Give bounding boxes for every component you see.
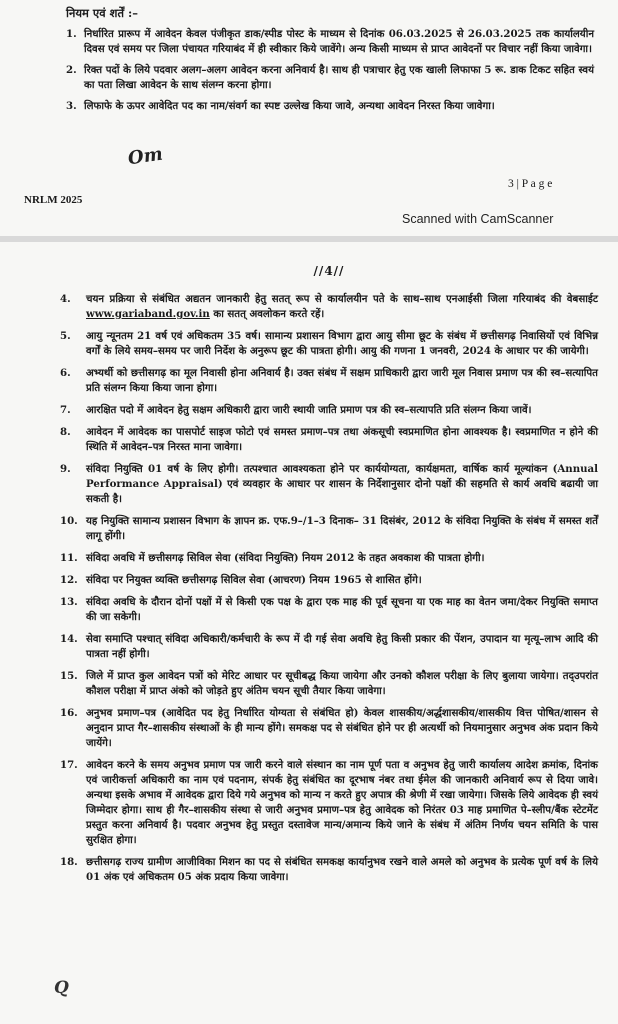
rule-number: 14. [60,633,78,645]
rule-number: 1. [66,28,77,40]
scanner-watermark: Scanned with CamScanner [402,212,554,226]
rule-item [60,425,598,455]
website-link[interactable]: www.gariaband.gov.in [86,308,210,320]
rule-text: आवेदन में आवेदक का पासपोर्ट साइज फोटो एवं समस्त प्रमाण–पत्र तथा अंकसूची स्वप्रमाणित होना आवश्यक है। स्वप्रमाणित न होने की स्थिति में आवेदन–पत्र निरस्त माना जावेगा। [86,426,598,453]
rule-text: निर्धारित प्रारूप में आवेदन केवल पंजीकृत डाक/स्पीड पोस्ट के माध्यम से दिनांक 06.03.2025 से 26.03.2025 तक कार्यालयीन दिवस एवं समय पर जिला पंचायत गरियाबंद में ही स्वीकार किये जावेंगे। अन्य किसी माध्यम से प्राप्त आवेदनों पर विचार नहीं किया जावेगा। [84,28,594,55]
rule-number: 13. [60,596,78,608]
rule-text: का सतत् अवलोकन करते रहें। [209,308,325,320]
rule-text: आरक्षित पदो में आवेदन हेतु सक्षम अधिकारी द्वारा जारी स्थायी जाति प्रमाण पत्र की स्व–सत्यापति प्रति संलग्न किया जावें। [86,404,532,416]
rule-item [60,366,598,396]
rule-item [66,27,594,57]
footer-label: NRLM 2025 [24,194,83,206]
rule-item [60,551,598,566]
rule-item [60,706,598,751]
handwritten-initials: Q [54,978,69,998]
rule-number: 15. [60,670,78,682]
rule-item [60,292,598,322]
rule-text: सेवा समाप्ति पश्चात् संविदा अधिकारी/कर्मचारी के रूप में दी गई सेवा अवधि हेतु किसी प्रकार की पेंशन, उपादान या मृत्यू–लाभ आदि की पात्रता नहीं होगी। [86,633,598,660]
rule-text: चयन प्रक्रिया से संबंधित अद्यतन जानकारी हेतु सतत् रूप से कार्यालयीन पते के साथ–साथ एनआईसी जिला गरियाबंद की वेबसाईट [86,293,598,305]
rules-list-page-4 [60,292,598,885]
rule-text: लिफाफे के ऊपर आवेदित पद का नाम/संवर्ग का स्पष्ट उल्लेख किया जावे, अन्यथा आवेदन निरस्त किया जावेगा। [84,100,495,112]
rule-item [60,595,598,625]
rule-number: 5. [60,330,71,342]
rule-text: संविदा अवधि के दौरान दोनों पक्षों में से किसी एक पक्ष के द्वारा एक माह की पूर्व सूचना या एक माह का वेतन जमा/देकर नियुक्ति समाप्त की जा सकेगी। [86,596,598,623]
rule-text: संविदा अवधि में छत्तीसगढ़ सिविल सेवा (संविदा नियुक्ति) नियम 2012 के तहत अवकाश की पात्रता होगी। [86,552,485,564]
rule-number: 7. [60,404,71,416]
rule-item [60,632,598,662]
page-header: //4// [313,264,345,278]
rule-item [60,855,598,885]
rule-number: 18. [60,856,78,868]
rule-number: 9. [60,463,71,475]
page-number: 3 | P a g e [508,178,553,190]
rule-text: आवेदन करने के समय अनुभव प्रमाण पत्र जारी करने वाले संस्थान का नाम पूर्ण पता व अनुभव हेतु जारी कार्यालय आदेश क्रमांक, दिनांक एवं जारीकर्त्ता अधिकारी का नाम एवं पदनाम, संपर्क हेतु संबंधित का दूरभाष नंबर तथा ईमेल की जानकारी अनिवार्य रूप से दिया जावे। अन्यथा इसके अभाव में आवेदक द्वारा दिये गये अनुभव को मान्य न करते हुए अपात्र की श्रेणी में रखा जायेगा। जिसके लिये आवेदक ही स्वयं जिम्मेदार होगा। साथ ही गैर–शासकीय संस्था से जारी अनुभव प्रमाण–पत्र हेतु आवेदक को निरंतर 03 माह प्रमाणित पे–स्लीप/बैंक स्टेटमेंट प्रस्तुत करना अनिवार्य है। पदवार अनुभव हेतु प्रस्तुत दस्तावेज मान्य/अमान्य किये जाने के संबंध में अंतिम निर्णय चयन समिति के पास सुरक्षित होगा। [86,759,598,846]
rule-item [60,669,598,699]
rule-item [60,514,598,544]
document-page-4 [0,242,618,1024]
rule-item [60,462,598,507]
rule-text: जिले में प्राप्त कुल आवेदन पत्रों को मेरिट आधार पर सूचीबद्ध किया जायेगा और उनको कौशल परीक्षा के लिए बुलाया जायेगा। तद्उपरांत कौशल परीक्षा में प्राप्त अंको को जोड़ते हुए अंतिम चयन सूची तैयार किया जावेगा। [86,670,598,697]
rule-text: अनुभव प्रमाण–पत्र (आवेदित पद हेतु निर्धारित योग्यता से संबंधित हो) केवल शासकीय/अर्द्धशासकीय/शासकीय वित्त पोषित/शासन से अनुदान प्राप्त गैर–शासकीय संस्थाओं के ही मान्य होंगे। समकक्ष पद से संबंधित होने पर ही अत्यर्थी को नियमानुसार अनुभव अंक प्रदान किये जायेंगे। [86,707,598,749]
rule-text: संविदा नियुक्ति 01 वर्ष के लिए होगी। तत्पश्चात आवश्यकता होने पर कार्ययोग्यता, कार्यक्षमता, वार्षिक कार्य मूल्यांकन (Annual Performance Appraisal) एवं व्यवहार के आधार पर शासन के निर्देशानुसार दोनो पक्षों की सहमति से कार्य अवधि बढायी जा सकती है। [86,463,598,505]
rule-text: छत्तीसगढ़ राज्य ग्रामीण आजीविका मिशन का पद से संबंधित समकक्ष कार्यानुभव रखने वाले अमले को अनुभव के प्रत्येक पूर्ण वर्ष के लिये 01 अंक एवं अधिकतम 05 अंक प्रदाय किया जावेगा। [86,856,598,883]
signature: Om [126,143,165,170]
rule-item [60,403,598,418]
rule-text: अभ्यर्थी को छत्तीसगढ़ का मूल निवासी होना अनिवार्य है। उक्त संबंध में सक्षम प्राधिकारी द्वारा जारी मूल निवास प्रमाण पत्र की स्व–सत्यापित प्रति संलग्न किया किया जाना होगा। [86,367,598,394]
rule-number: 11. [60,552,78,564]
rule-item [60,573,598,588]
rule-text: आयु न्यूनतम 21 वर्ष एवं अधिकतम 35 वर्ष। सामान्य प्रशासन विभाग द्वारा आयु सीमा छूट के संबंध में छत्तीसगढ़ निवासियों एवं विभिन्न वर्गों के लिये समय–समय पर जारी निर्देश के अनुरूप छूट की पात्रता होगी। आयु की गणना 1 जनवरी, 2024 के आधार पर की जायेगी। [86,330,598,357]
rule-text: रिक्त पदों के लिये पदवार अलग–अलग आवेदन करना अनिवार्य है। साथ ही पत्राचार हेतु एक खाली लिफाफा 5 रू. डाक टिकट सहित स्वयं का पता लिखा आवेदन के साथ संलग्न करना होगा। [84,64,594,91]
rule-number: 2. [66,64,77,76]
rule-number: 12. [60,574,78,586]
rule-number: 8. [60,426,71,438]
rule-text: संविदा पर नियुक्त व्यक्ति छत्तीसगढ़ सिविल सेवा (आचरण) नियम 1965 से शासित होंगे। [86,574,422,586]
rule-item [66,63,594,93]
rule-number: 4. [60,293,71,305]
rule-number: 10. [60,515,78,527]
rule-item [66,99,594,114]
rule-item [60,329,598,359]
rule-text: यह नियुक्ति सामान्य प्रशासन विभाग के ज्ञापन क्र. एफ.9–/1–3 दिनाक– 31 दिसंबंर, 2012 के संविदा नियुक्ति के संबंध में समस्त शर्तें लागू होंगी। [86,515,598,542]
rule-number: 17. [60,759,78,771]
rule-item [60,758,598,848]
rules-list-page-3 [66,27,594,114]
rule-number: 16. [60,707,78,719]
rule-number: 3. [66,100,77,112]
rule-number: 6. [60,367,71,379]
rules-heading: नियम एवं शर्तें :– [66,6,139,20]
document-page-3 [0,0,618,236]
